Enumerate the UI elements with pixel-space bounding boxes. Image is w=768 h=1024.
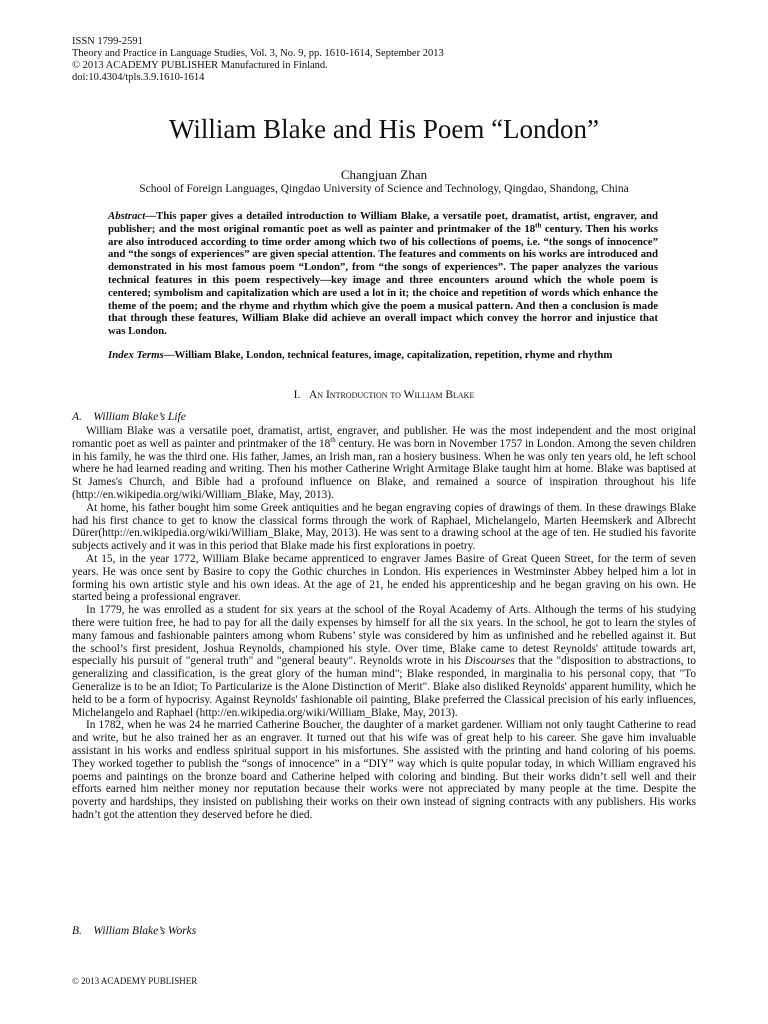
abstract-text-1: —This paper gives a detailed introduction to William Blake, a versatile poet, dramatist, artist, engraver, and publisher; and the most original romantic poet as well as painter and printmaker of the 18: [108, 210, 658, 235]
author-name: Changjuan Zhan: [340, 167, 428, 182]
abstract-text-2: century. Then his works are also introduced according to time order among which two of his collections of poems, i.e. “the songs of innocence” and “the songs of experiences” are given special attention. The features and comments on his works are introduced and demonstrated in his most famous poem “London”, from “the songs of experiences”. The paper analyzes the various technical features in this poem respectively—key image and three encounters around which the whole poem is centered; symbolism and capitalization which are used a lot in it; the choice and repetition of words which enhance the theme of the poem; and the rhyme and rhythm which give the poem a musical pattern. And then a conclusion is made that through these features, William Blake did achieve an overall impact which convey the horror and injustice that was London.: [108, 222, 658, 338]
subsection-letter: A.: [72, 411, 82, 423]
abstract: [108, 210, 658, 338]
abstract-superscript: th: [535, 221, 542, 230]
journal-line: Theory and Practice in Language Studies, Vol. 3, No. 9, pp. 1610-1614, September 2013: [72, 48, 444, 59]
paragraph-text: William Blake was a versatile poet, dramatist, artist, engraver, and publisher. He was the most independent and the most original romantic poet as well as painter and printmaker of the 18: [72, 425, 696, 450]
paragraph: [72, 425, 696, 502]
paragraph-text: that the "disposition to abstractions, to generalizing and classification, is the great glory of the human mind"; Blake responded, in marginalia to his personal copy, that "To Generalize is to be an Idiot; To Particularize is the Alone Distinction of Merit". Blake also disliked Reynolds' apparent humility, which he held to be a form of hypocrisy. Against Reynolds' fashionable oil painting, Blake preferred the Classical precision of his early influences, Michelangelo and Raphael (http://en.wikipedia.org/wiki/William_Blake, May, 2013).: [72, 655, 696, 719]
page-footer: © 2013 ACADEMY PUBLISHER: [72, 976, 198, 986]
subsection-heading-a: [72, 410, 186, 424]
paragraph: At home, his father bought him some Greek antiquities and he began engraving copies of drawings of them. In these drawings Blake had his first chance to get to know the classical forms through the work of Raphael, Michelangelo, Marten Heemskerk and Albrecht Dürer(http://en.wikipedia.org/wiki/William_Blake, May, 2013). He was sent to a drawing school at the age of ten. He studied his favorite subjects actively and it was in this period that Blake made his first explorations in poetry.: [72, 501, 696, 553]
index-terms: [108, 349, 658, 362]
book-title: Discourses: [464, 655, 515, 668]
body-text: [72, 425, 696, 822]
subsection-letter: B.: [72, 925, 82, 937]
paragraph: [72, 604, 696, 719]
subsection-title: William Blake’s Life: [93, 411, 186, 423]
paper-title: William Blake and His Poem “London”: [168, 114, 600, 144]
paragraph: At 15, in the year 1772, William Blake became apprenticed to engraver James Basire of Great Queen Street, for the term of seven years. He was once sent by Basire to copy the Gothic churches in London. His experiences in Westminster Abbey helped him a lot in forming his own artistic style and his own ideas. At the age of 21, he ended his apprenticeship and he began graving on his own. He started being a professional engraver.: [72, 552, 696, 604]
section-numeral: I.: [293, 389, 301, 401]
copyright-line: © 2013 ACADEMY PUBLISHER Manufactured in Finland.: [72, 60, 328, 71]
index-terms-text: —William Blake, London, technical features, image, capitalization, repetition, rhyme and rhythm: [163, 349, 613, 361]
abstract-label: Abstract: [108, 210, 146, 222]
subsection-heading-b: [72, 924, 196, 938]
paragraph-text: In 1779, he was enrolled as a student for six years at the school of the Royal Academy of Arts. Although the terms of his studying there were tuition free, he had to pay for all the daily expenses by himself for all the six years. In the school, he got to learn the styles of many famous and fashionable painters among whom Rubens’ style was considered by him as unfinished and he rebelled against it. But the school’s first president, Joshua Reynolds, championed his style. Over time, Blake came to detest Reynolds' attitude towards art, especially his pursuit of "general truth" and "general beauty". Reynolds wrote in his: [72, 604, 696, 668]
section-heading: [0, 388, 768, 402]
issn-line: ISSN 1799-2591: [72, 36, 143, 47]
index-terms-label: Index Terms: [108, 349, 164, 361]
subsection-title: William Blake’s Works: [93, 925, 197, 937]
paragraph-text: century. He was born in November 1757 in London. Among the seven children in his family, he was the third one. His father, James, an Irish man, ran a hosiery business. When he was only ten years old, he left school where he had learned reading and writing. Then his mother Catherine Wright Armitage Blake taught him at home. Blake was baptised at St James's Church, and Bible had a profound influence on Blake, and remained a source of inspiration throughout his life (http://en.wikipedia.org/wiki/William_Blake, May, 2013).: [72, 437, 697, 501]
journal-header: [72, 36, 444, 84]
section-title: An Introduction to William Blake: [309, 389, 475, 401]
doi-line: doi:10.4304/tpls.3.9.1610-1614: [72, 72, 205, 83]
superscript: th: [330, 436, 336, 445]
author-affiliation: School of Foreign Languages, Qingdao University of Science and Technology, Qingdao, Shandong, China: [139, 183, 629, 195]
paragraph: In 1782, when he was 24 he married Catherine Boucher, the daughter of a market gardener. William not only taught Catherine to read and write, but he also trained her as an engraver. It turned out that his wife was of great help to his career. She gave him invaluable assistant in his works and endless spiritual support in his misfortunes. She assisted with the printing and hand coloring of his poems. They worked together to publish the “songs of innocence” in a “DIY” way which is quite popular today, in which William engraved his poems and paintings on the bronze board and Catherine helped with coloring and binding. But their works didn’t sell well and their efforts earned him neither money nor reputation because their works were not appreciated by many people at the time. Despite the poverty and hardships, they insisted on publishing their works on their own instead of signing contracts with any publishers. His works hadn’t got the attention they deserved before he died.: [72, 719, 696, 821]
